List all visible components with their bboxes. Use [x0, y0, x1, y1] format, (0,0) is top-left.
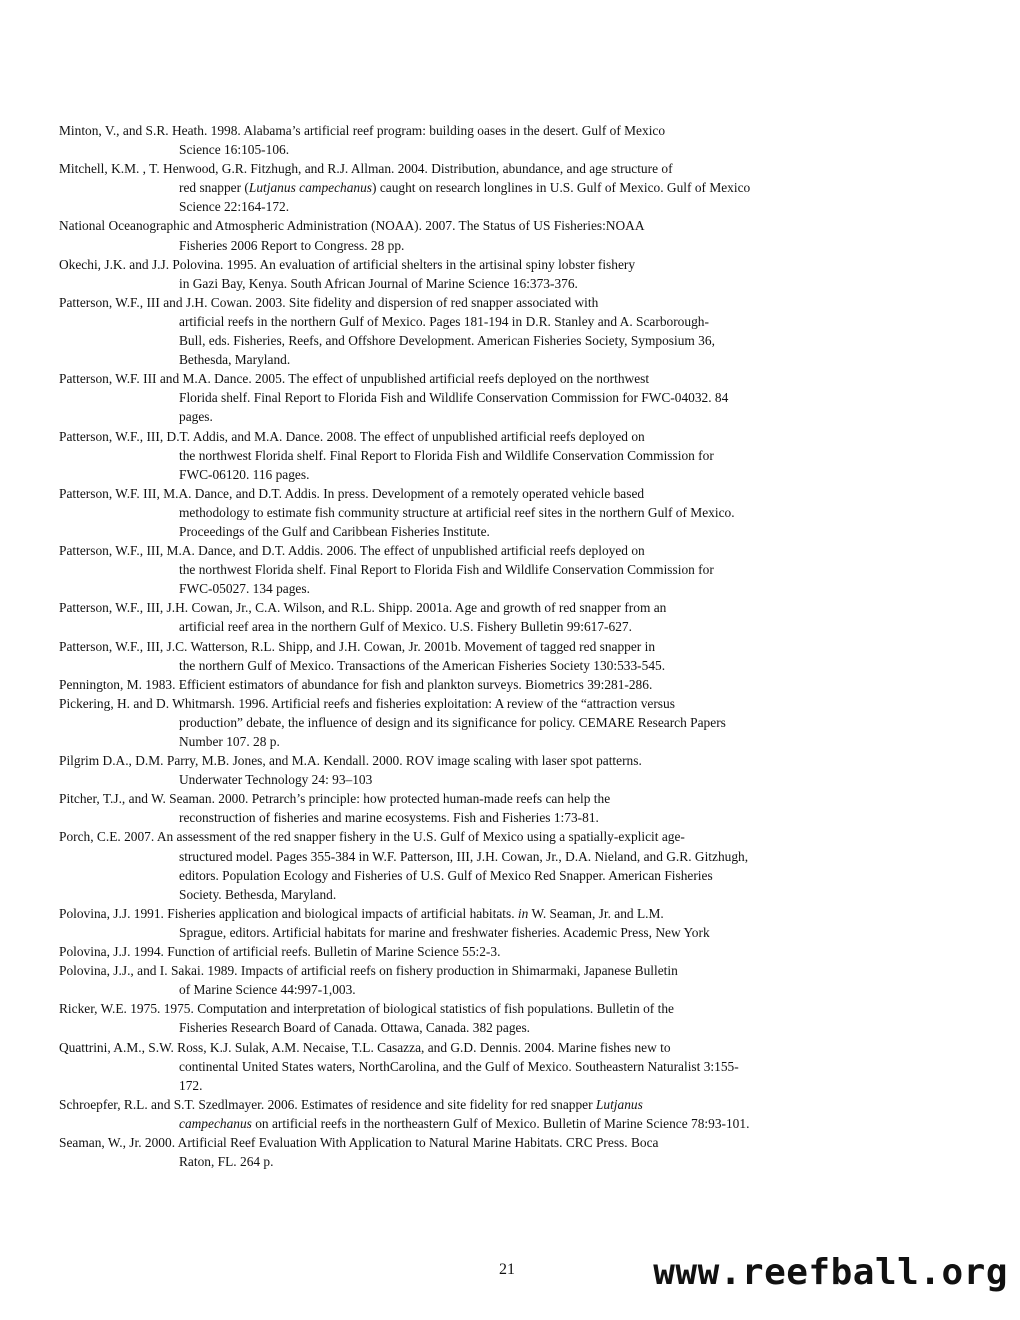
reference-entry	[59, 369, 909, 426]
reference-continuation-line: in Gazi Bay, Kenya. South African Journal of Marine Science 16:373-376.	[179, 275, 578, 291]
reference-continuation-line: Fisheries 2006 Report to Congress. 28 pp.	[179, 237, 405, 253]
reference-first-line: Pilgrim D.A., D.M. Parry, M.B. Jones, and M.A. Kendall. 2000. ROV image scaling with laser spot patterns.	[59, 753, 642, 769]
reference-entry	[59, 427, 909, 484]
reference-entry	[59, 637, 909, 675]
reference-first-line: Patterson, W.F., III, M.A. Dance, and D.T. Addis. 2006. The effect of unpublished artificial reefs deployed on	[59, 543, 645, 559]
reference-continuation-line: the northwest Florida shelf. Final Report to Florida Fish and Wildlife Conservation Commission for	[179, 447, 714, 463]
reference-continuation-line: Underwater Technology 24: 93–103	[179, 772, 373, 788]
reference-first-line: Quattrini, A.M., S.W. Ross, K.J. Sulak, A.M. Necaise, T.L. Casazza, and G.D. Dennis. 2004. Marine fishes new to	[59, 1039, 671, 1055]
reference-first-line: Patterson, W.F. III, M.A. Dance, and D.T. Addis. In press. Development of a remotely operated vehicle based	[59, 485, 645, 501]
reference-continuation-line: production” debate, the influence of design and its significance for policy. CEMARE Research Papers	[179, 714, 726, 730]
reference-entry	[59, 751, 909, 789]
reference-continuation-line: Fisheries Research Board of Canada. Ottawa, Canada. 382 pages.	[179, 1020, 531, 1036]
reference-continuation-line: pages.	[179, 409, 213, 425]
reference-continuation-line: Number 107. 28 p.	[179, 734, 280, 749]
reference-entry	[59, 1038, 909, 1095]
reference-continuation-line: Science 16:105-106.	[179, 142, 290, 158]
reference-entry	[59, 541, 909, 598]
reference-continuation-line: reconstruction of fisheries and marine ecosystems. Fish and Fisheries 1:73-81.	[179, 810, 599, 826]
reference-first-line: Patterson, W.F., III, J.C. Watterson, R.L. Shipp, and J.H. Cowan, Jr. 2001b. Movement of tagged red snapper in	[59, 638, 656, 654]
reference-entry	[59, 675, 909, 694]
reference-continuation-line: structured model. Pages 355-384 in W.F. Patterson, III, J.H. Cowan, Jr., D.A. Nieland, and G.R. Gitzhugh,	[179, 848, 749, 864]
reference-first-line: Porch, C.E. 2007. An assessment of the red snapper fishery in the U.S. Gulf of Mexico using a spatially-explicit age-	[59, 829, 685, 845]
species-name: Lutjanus campechanus	[248, 180, 373, 196]
reference-entry	[59, 1095, 909, 1133]
reference-first-line: Schroepfer, R.L. and S.T. Szedlmayer. 2006. Estimates of residence and site fidelity for red snapper Lutjanus	[59, 1096, 643, 1112]
reference-first-line: Seaman, W., Jr. 2000. Artificial Reef Evaluation With Application to Natural Marine Habitats. CRC Press. Boca	[59, 1134, 659, 1150]
reference-entry	[59, 598, 909, 636]
reference-continuation-line: Raton, FL. 264 p.	[179, 1154, 274, 1170]
reference-continuation-line: FWC-05027. 134 pages.	[179, 581, 310, 597]
reference-continuation-line: of Marine Science 44:997-1,003.	[179, 982, 356, 998]
reference-entry	[59, 999, 909, 1037]
reference-entry	[59, 159, 909, 216]
reference-continuation-line: 172.	[179, 1077, 203, 1093]
reference-continuation-line: artificial reef area in the northern Gulf of Mexico. U.S. Fishery Bulletin 99:617-627.	[179, 619, 632, 635]
reference-entry	[59, 484, 909, 541]
reference-first-line: Pennington, M. 1983. Efficient estimators of abundance for fish and plankton surveys. Biometrics 39:281-286.	[59, 676, 653, 692]
reference-list	[59, 121, 909, 1171]
reference-entry	[59, 1133, 909, 1171]
reference-continuation-line: the northern Gulf of Mexico. Transactions of the American Fisheries Society 130:533-545.	[179, 657, 666, 673]
reference-entry	[59, 121, 909, 159]
page-number: 21	[499, 1261, 515, 1278]
reference-continuation-line: red snapper (Lutjanus campechanus) caught on research longlines in U.S. Gulf of Mexico. Gulf of Mexico	[179, 180, 751, 196]
reference-entry	[59, 216, 909, 254]
species-name: campechanus	[179, 1115, 252, 1131]
reference-continuation-line: continental United States waters, NorthCarolina, and the Gulf of Mexico. Southeastern Naturalist 3:155-	[179, 1058, 739, 1074]
reference-first-line: Pitcher, T.J., and W. Seaman. 2000. Petrarch’s principle: how protected human-made reefs can help the	[59, 791, 611, 807]
reference-first-line: Polovina, J.J., and I. Sakai. 1989. Impacts of artificial reefs on fishery production in Shimarmaki, Japanese Bulletin	[59, 963, 678, 979]
reference-continuation-line: campechanus on artificial reefs in the northeastern Gulf of Mexico. Bulletin of Marine Science 78:93-101.	[179, 1115, 750, 1131]
reference-continuation-line: Sprague, editors. Artificial habitats for marine and freshwater fisheries. Academic Press, New York	[179, 924, 710, 940]
reference-first-line: Patterson, W.F. III and M.A. Dance. 2005. The effect of unpublished artificial reefs deployed on the northwest	[59, 371, 650, 387]
reference-first-line: Ricker, W.E. 1975. 1975. Computation and interpretation of biological statistics of fish populations. Bulletin of the	[59, 1001, 674, 1017]
reference-first-line: Patterson, W.F., III and J.H. Cowan. 2003. Site fidelity and dispersion of red snapper associated with	[59, 294, 599, 310]
reference-continuation-line: Proceedings of the Gulf and Caribbean Fisheries Institute.	[179, 523, 490, 539]
reference-first-line: Polovina, J.J. 1991. Fisheries application and biological impacts of artificial habitats. in W. Seaman, Jr. and L.M.	[59, 905, 664, 921]
reference-entry	[59, 904, 909, 942]
reference-continuation-line: Florida shelf. Final Report to Florida Fish and Wildlife Conservation Commission for FWC-04032. 84	[179, 390, 729, 406]
reference-entry	[59, 293, 909, 369]
reference-entry	[59, 694, 909, 751]
italic-in: in	[517, 905, 529, 921]
reference-first-line: Patterson, W.F., III, D.T. Addis, and M.A. Dance. 2008. The effect of unpublished artificial reefs deployed on	[59, 428, 645, 444]
reference-first-line: Okechi, J.K. and J.J. Polovina. 1995. An evaluation of artificial shelters in the artisinal spiny lobster fishery	[59, 256, 636, 272]
reference-continuation-line: Science 22:164-172.	[179, 199, 290, 215]
reference-first-line: Pickering, H. and D. Whitmarsh. 1996. Artificial reefs and fisheries exploitation: A review of the “attraction versus	[59, 695, 675, 711]
watermark-url: www.reefball.org	[653, 1252, 1008, 1293]
species-name: Lutjanus	[595, 1096, 643, 1112]
reference-continuation-line: artificial reefs in the northern Gulf of Mexico. Pages 181-194 in D.R. Stanley and A. Scarborough-	[179, 313, 709, 329]
reference-continuation-line: Bethesda, Maryland.	[179, 352, 291, 368]
reference-continuation-line: methodology to estimate fish community structure at artificial reef sites in the northern Gulf of Mexico.	[179, 504, 735, 520]
reference-first-line: Patterson, W.F., III, J.H. Cowan, Jr., C.A. Wilson, and R.L. Shipp. 2001a. Age and growth of red snapper from an	[59, 600, 667, 616]
reference-first-line: National Oceanographic and Atmospheric Administration (NOAA). 2007. The Status of US Fisheries:NOAA	[59, 218, 645, 234]
reference-continuation-line: the northwest Florida shelf. Final Report to Florida Fish and Wildlife Conservation Commission for	[179, 562, 714, 578]
reference-entry	[59, 255, 909, 293]
reference-continuation-line: Bull, eds. Fisheries, Reefs, and Offshore Development. American Fisheries Society, Symposium 36,	[179, 333, 715, 349]
reference-first-line: Mitchell, K.M. , T. Henwood, G.R. Fitzhugh, and R.J. Allman. 2004. Distribution, abundance, and age structure of	[59, 161, 673, 177]
reference-continuation-line: editors. Population Ecology and Fisheries of U.S. Gulf of Mexico Red Snapper. American Fisheries	[179, 867, 713, 883]
reference-continuation-line: Society. Bethesda, Maryland.	[179, 886, 337, 902]
reference-first-line: Minton, V., and S.R. Heath. 1998. Alabama’s artificial reef program: building oases in the desert. Gulf of Mexico	[59, 123, 666, 138]
reference-continuation-line: FWC-06120. 116 pages.	[179, 466, 310, 482]
reference-entry	[59, 827, 909, 903]
reference-first-line: Polovina, J.J. 1994. Function of artificial reefs. Bulletin of Marine Science 55:2-3.	[59, 944, 501, 960]
reference-entry	[59, 942, 909, 961]
reference-entry	[59, 961, 909, 999]
reference-entry	[59, 789, 909, 827]
